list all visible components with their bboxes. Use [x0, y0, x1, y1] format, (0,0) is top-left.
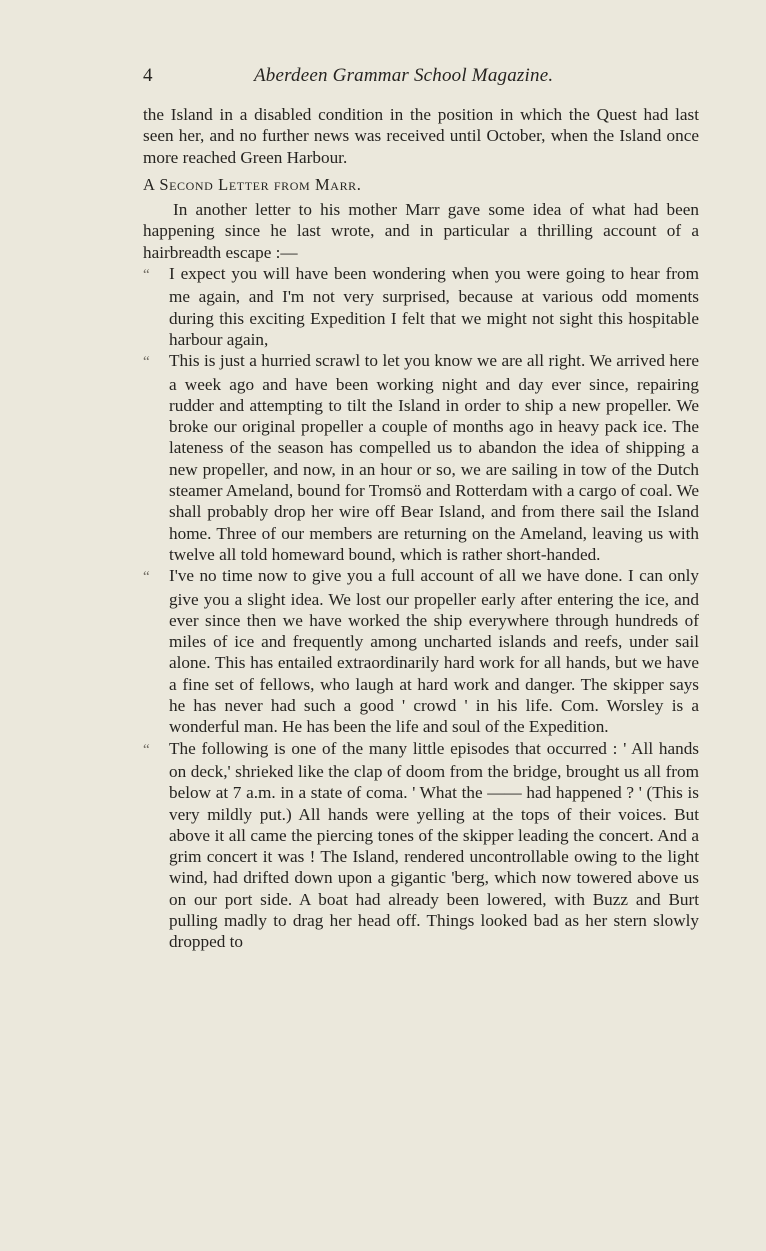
quote-mark: “: [143, 741, 150, 758]
page-number: 4: [143, 65, 153, 86]
quote-paragraph-1: [143, 263, 699, 350]
quote-paragraph-2: [143, 350, 699, 565]
page-header: [143, 64, 699, 88]
quote-paragraph-4: [143, 738, 699, 953]
quote-text: This is just a hurried scrawl to let you know we are all right. We arrived here a week ago and have been working night and day ever since, repairing rudder and attempting to tilt the Island in order to ship a new propeller. We broke our original propeller a couple of months ago in heavy pack ice. The lateness of the season has compelled us to abandon the idea of shipping a new propeller, and now, in an hour or so, we are sailing in tow of the Dutch steamer Ameland, bound for Tromsö and Rotterdam with a cargo of coal. We shall probably drop her wire off Bear Island, and from there sail the Island home. Three of our members are returning on the Ameland, leaving us with twelve all told homeward bound, which is rather short-handed.: [169, 351, 699, 564]
quote-mark: “: [143, 267, 150, 284]
intro-paragraph: the Island in a disabled condition in the position in which the Quest had last seen her, and no further news was received until October, when the Island once more reached Green Harbour.: [143, 105, 699, 167]
body-text: [143, 104, 699, 953]
quote-paragraph-3: [143, 565, 699, 737]
quote-text: The following is one of the many little episodes that occurred : ' All hands on deck,' shrieked like the clap of doom from the bridge, brought us all from below at 7 a.m. in a state of coma. ' What the —— had happened ? ' (This is very mildly put.) All hands were yelling at the tops of their voices. But above it all came the piercing tones of the skipper leading the concert. And a grim concert it was ! The Island, rendered uncontrollable owing to the light wind, had drifted down upon a gigantic 'berg, which now towered above us on our port side. A boat had already been lowered, with Buzz and Burt pulling madly to drag her head off. Things looked bad as her stern slowly dropped to: [169, 738, 699, 952]
section-heading: A Second Letter from Marr.: [143, 174, 362, 194]
quote-mark: “: [143, 569, 150, 586]
quote-text: I expect you will have been wondering when you were going to hear from me again, and I'm not very surprised, because at various odd moments during this exciting Expedition I felt that we might not sight this hospitable harbour again,: [169, 264, 699, 349]
quote-mark: “: [143, 354, 150, 371]
quote-text: I've no time now to give you a full account of all we have done. I can only give you a slight idea. We lost our propeller early after entering the ice, and ever since then we have worked the ship everywhere through hundreds of miles of ice and frequently among uncharted islands and reefs, under sail alone. This has entailed extraordinarily hard work for all hands, but we have a fine set of fellows, who laugh at hard work and danger. The skipper says he has never had such a good ' crowd ' in his life. Com. Worsley is a wonderful man. He has been the life and soul of the Expedition.: [169, 566, 699, 737]
running-title: Aberdeen Grammar School Magazine.: [254, 65, 554, 86]
lead-paragraph: In another letter to his mother Marr gave some idea of what had been happening since he last wrote, and in particular a thrilling account of a hairbreadth escape :—: [143, 200, 699, 262]
